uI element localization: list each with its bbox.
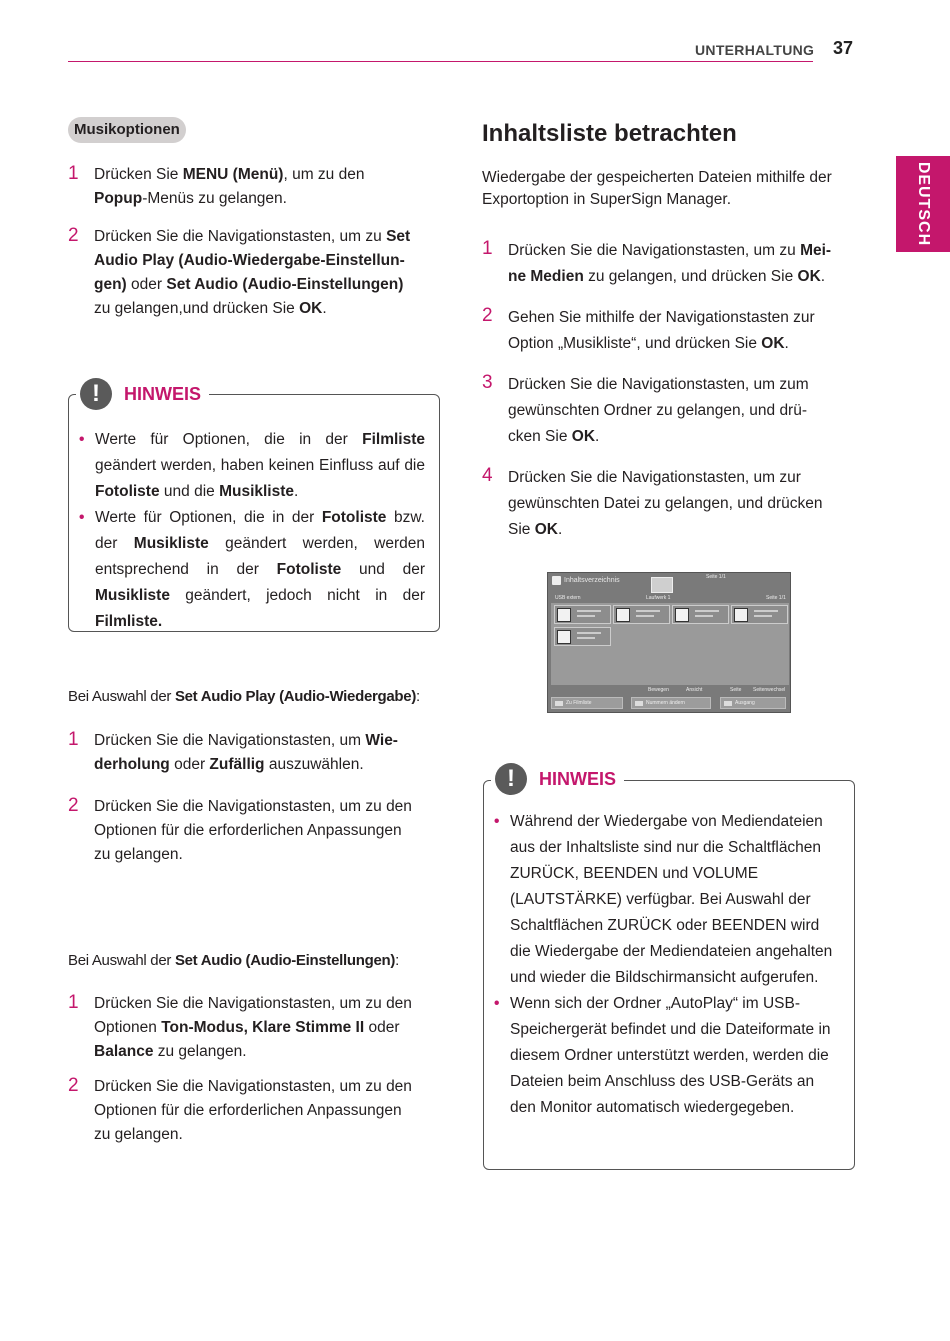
to-movie-list-button[interactable]: Zu Filmliste (551, 697, 623, 709)
note-bullets-right (494, 809, 842, 1121)
screen-bar-mid: Laufwerk 1 (646, 595, 671, 601)
file-icon (734, 608, 748, 622)
file-icon (616, 608, 630, 622)
nav-move-hint: Bewegen (648, 687, 669, 693)
section-pill: Musikoptionen (68, 117, 186, 143)
sub-heading-audio-settings: Bei Auswahl der Set Audio (Audio-Einstellungen): (68, 952, 399, 969)
file-thumbnail[interactable] (554, 627, 611, 646)
right-step-4: 4 Drücken Sie die Navigationstasten, um zur gewünschten Datei zu gelangen, und drücken Sie OK. (482, 465, 823, 538)
file-thumbnail[interactable] (554, 605, 611, 624)
file-icon (557, 630, 571, 644)
note-header-right (491, 763, 624, 795)
header-divider (68, 61, 813, 62)
intro-text: Wiedergabe der gespeicherten Dateien mithilfe der Exportoption in SuperSign Manager. (482, 169, 832, 208)
step-number: 1 (68, 729, 79, 750)
warning-icon: ! (80, 378, 112, 410)
section-title: UNTERHALTUNG (695, 42, 815, 58)
content-list-screenshot (547, 572, 791, 713)
note-box-left (68, 394, 440, 632)
file-icon (675, 608, 689, 622)
supersign-logo-icon (552, 576, 561, 585)
note-bullet: • Wenn sich der Ordner „AutoPlay“ im USB-Speichergerät befindet und die Dateiformate in diesem Ordner unterstützt werden, werden die Dateien beim Anschluss des USB-Geräts an den Monitor automatisch wiedergegeben. (494, 991, 842, 1121)
page-heading: Inhaltsliste betrachten (482, 120, 737, 147)
screen-page-info: Seite 1/1 (706, 574, 726, 580)
sub-heading-audio-play: Bei Auswahl der Set Audio Play (Audio-Wiedergabe): (68, 688, 420, 705)
left-step-2: 2 Drücken Sie die Navigationstasten, um zu Set Audio Play (Audio-Wiedergabe-Einstellun- gen) oder Set Audio (Audio-Einstellungen) zu gelangen,und drücken Sie OK. (68, 225, 411, 317)
step-number: 2 (68, 225, 79, 246)
step-number: 2 (68, 795, 79, 816)
file-thumbnail[interactable] (731, 605, 788, 624)
step-number: 3 (482, 372, 493, 393)
step-number: 1 (68, 992, 79, 1013)
note-header-left (76, 378, 209, 410)
warning-icon: ! (495, 763, 527, 795)
audio-play-step-2: 2 Drücken Sie die Navigationstasten, um zu den Optionen für die erforderlichen Anpassungen zu gelangen. (68, 795, 412, 863)
step-number: 2 (68, 1075, 79, 1096)
screen-bar-right: Seite 1/1 (766, 595, 786, 601)
file-thumbnail[interactable] (613, 605, 670, 624)
note-title-right: HINWEIS (539, 768, 617, 789)
nav-page-hint: Seite (730, 687, 742, 693)
screen-file-panel (551, 603, 789, 685)
exit-button[interactable]: Ausgang (720, 697, 786, 709)
note-bullet: • Während der Wiedergabe von Mediendateien aus der Inhaltsliste sind nur die Schaltflächen ZURÜCK, BEENDEN und VOLUME (LAUTSTÄRKE) verfügbar. Bei Auswahl der Schaltflächen ZURÜCK oder BEENDEN wird die Wiedergabe der Mediendateien angehalten und wieder die Bildschirmansicht aufgerufen. (494, 809, 842, 991)
note-bullet: • Werte für Optionen, die in der Filmliste geändert werden, haben keinen Einfluss auf die Fotoliste und die Musikliste. (79, 427, 425, 505)
note-box-right (483, 780, 855, 1170)
screen-location-bar (552, 595, 788, 603)
file-icon (557, 608, 571, 622)
audio-play-step-1: 1 Drücken Sie die Navigationstasten, um Wie- derholung oder Zufällig auszuwählen. (68, 729, 398, 773)
screen-buttons (548, 697, 791, 711)
audio-settings-step-2: 2 Drücken Sie die Navigationstasten, um zu den Optionen für die erforderlichen Anpassungen zu gelangen. (68, 1075, 412, 1143)
step-number: 1 (482, 238, 493, 259)
screen-bar-left: USB extern (555, 595, 581, 601)
right-step-2: 2 Gehen Sie mithilfe der Navigationstasten zur Option „Musikliste“, und drücken Sie OK. (482, 305, 815, 352)
note-title-left: HINWEIS (124, 383, 202, 404)
step-number: 2 (482, 305, 493, 326)
step-number: 1 (68, 163, 79, 184)
audio-settings-step-1: 1 Drücken Sie die Navigationstasten, um zu den Optionen Ton-Modus, Klare Stimme II oder Balance zu gelangen. (68, 992, 412, 1060)
screen-title (552, 576, 620, 585)
note-bullet: • Werte für Optionen, die in der Fotoliste bzw. der Musikliste geändert werden, werden entsprechend in der Fotoliste und der Musikliste geändert, jedoch nicht in der Filmliste. (79, 505, 425, 635)
screen-nav-hints (548, 685, 791, 695)
nav-pagechange-hint: Seitenwechsel (753, 687, 786, 693)
note-bullets-left (79, 427, 425, 635)
right-step-1: 1 Drücken Sie die Navigationstasten, um zu Mei- ne Medien zu gelangen, und drücken Sie OK. (482, 238, 832, 285)
screen-title-text: Inhaltsverzeichnis (564, 577, 620, 584)
language-tab (896, 156, 950, 252)
page-number: 37 (833, 38, 854, 58)
file-thumbnail[interactable] (672, 605, 729, 624)
left-step-1: 1 Drücken Sie MENU (Menü), um zu den Popup-Menüs zu gelangen. (68, 163, 365, 207)
folder-icon (651, 577, 673, 593)
change-numbers-button[interactable]: Nummern ändern (631, 697, 711, 709)
language-tab-label: DEUTSCH (915, 161, 932, 247)
right-step-3: 3 Drücken Sie die Navigationstasten, um zum gewünschten Ordner zu gelangen, und drü- cken Sie OK. (482, 372, 809, 445)
nav-view-hint: Ansicht (686, 687, 703, 693)
step-number: 4 (482, 465, 493, 486)
